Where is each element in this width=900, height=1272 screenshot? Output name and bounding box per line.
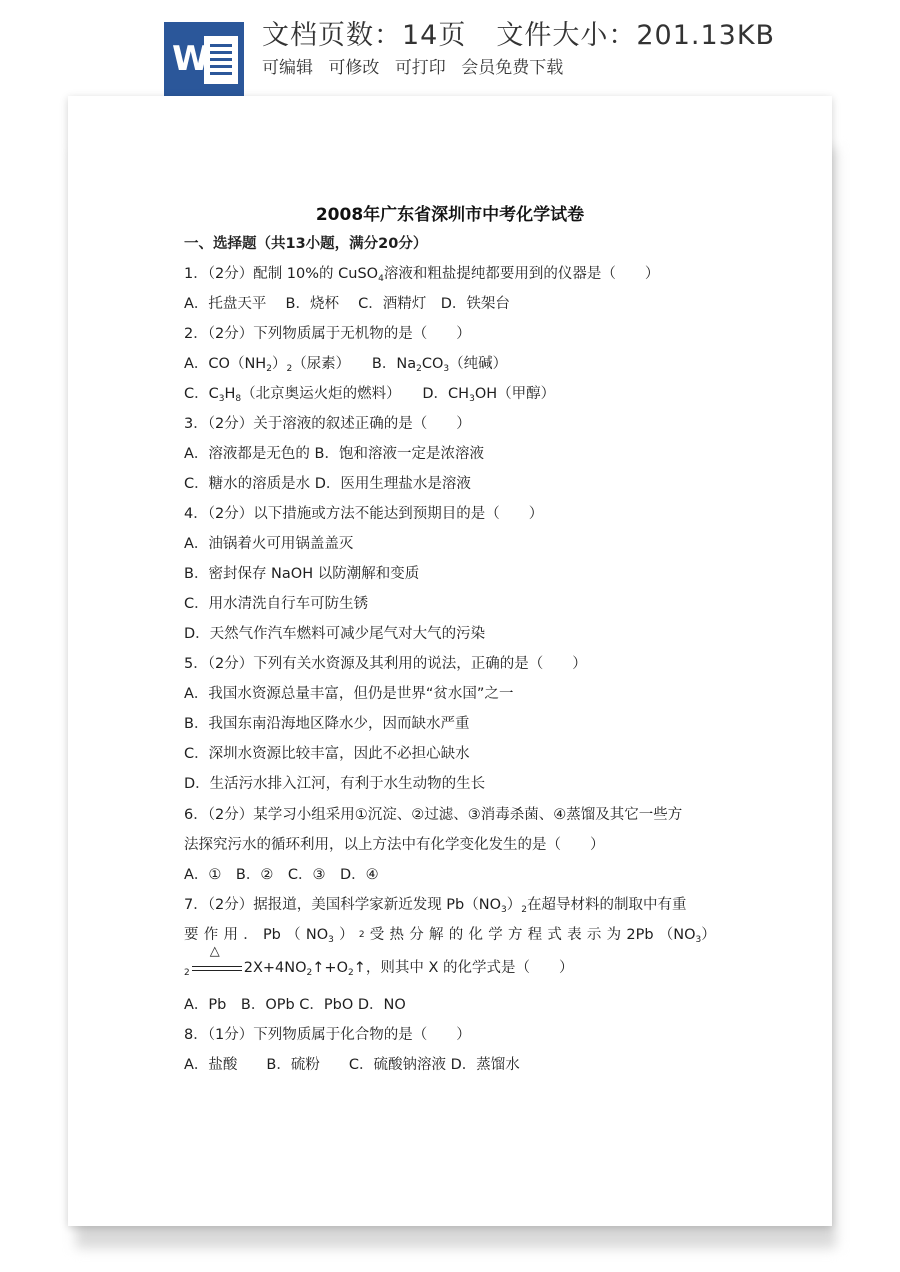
- question-1: 1．（2分）配制 10%的 CuSO$_4$溶液和粗盐提纯都要用到的仪器是（ ）: [184, 266, 660, 284]
- question-6-line-2: 法探究污水的循环利用，以上方法中有化学变化发生的是（ ）: [184, 837, 605, 853]
- question-4: 4．（2分）以下措施或方法不能达到预期目的是（ ）: [184, 506, 544, 522]
- question-5-option-c: C．深圳水资源比较丰富，因此不必担心缺水: [184, 746, 470, 762]
- question-4-option-a: A．油锅着火可用锅盖盖灭: [184, 536, 354, 552]
- question-3-options-ab: A．溶液都是无色的 B．饱和溶液一定是浓溶液: [184, 446, 484, 462]
- question-8-options: A．盐酸 B．硫粉 C．硫酸钠溶液 D．蒸馏水: [184, 1057, 520, 1073]
- question-5: 5．（2分）下列有关水资源及其利用的说法，正确的是（ ）: [184, 656, 587, 672]
- question-2: 2．（2分）下列物质属于无机物的是（ ）: [184, 326, 471, 342]
- file-size: 文件大小：201.13KB: [496, 20, 776, 51]
- question-2-options-cd: C．$C_3H_8$（北京奥运火炬的燃料） D．$CH_3OH$（甲醇）: [184, 386, 556, 404]
- question-2-options-ab: A．$CO(NH_2)_2$（尿素） B．$Na_2CO_3$（纯碱）: [184, 356, 508, 374]
- word-document-icon: [164, 22, 244, 96]
- heat-arrow: [190, 944, 244, 978]
- question-5-option-d: D．生活污水排入江河，有利于水生动物的生长: [184, 776, 486, 792]
- question-6-options: A．① B．② C．③ D．④: [184, 867, 379, 883]
- feature-printable: 可打印: [394, 58, 446, 78]
- question-5-option-b: B．我国东南沿海地区降水少，因而缺水严重: [184, 716, 470, 732]
- question-6-line-1: 6．（2分）某学习小组采用①沉淀、②过滤、③消毒杀菌、④蒸馏及其它一些方: [184, 807, 683, 823]
- question-8: 8．（1分）下列物质属于化合物的是（ ）: [184, 1027, 471, 1043]
- question-4-option-c: C．用水清洗自行车可防生锈: [184, 596, 369, 612]
- question-7-line-1: 7．（2分）据报道，美国科学家新近发现 $Pb(NO_3)_2$在超导材料的制取中有重: [184, 897, 687, 915]
- feature-modifiable: 可修改: [328, 58, 380, 78]
- question-7-line-2: 要 作 用 ． Pb （ $NO_3$ ） 2 受 热 分 解 的 化 学 方 程 式 表 示 为 2Pb $(NO_3)$: [184, 927, 716, 945]
- feature-editable: 可编辑: [262, 58, 313, 78]
- heat-symbol: △: [209, 944, 220, 959]
- exam-title: 2008年广东省深圳市中考化学试卷: [315, 205, 585, 225]
- word-letter: W: [172, 39, 210, 79]
- page-count: 文档页数：14页: [262, 20, 467, 51]
- feature-list: [262, 56, 573, 80]
- question-7-options: A．Pb B．OPb C．PbO D．NO: [184, 997, 406, 1013]
- question-5-option-a: A．我国水资源总量丰富，但仍是世界“贫水国”之一: [184, 686, 514, 702]
- question-3: 3．（2分）关于溶液的叙述正确的是（ ）: [184, 416, 471, 432]
- question-4-option-b: B．密封保存 NaOH 以防潮解和变质: [184, 566, 420, 582]
- download-banner: [0, 0, 900, 96]
- question-1-options: A．托盘天平 B．烧杯 C．酒精灯 D．铁架台: [184, 296, 510, 312]
- question-7-line-3: $_2$ △ $2X+4NO_2↑+O_2↑$，则其中 X 的化学式是（ ）: [184, 944, 574, 978]
- feature-free-download: 会员免费下载: [461, 58, 564, 78]
- question-4-option-d: D．天然气作汽车燃料可减少尾气对大气的污染: [184, 626, 486, 642]
- section-heading: 一、选择题（共13小题，满分20分）: [184, 236, 428, 252]
- file-info: [262, 18, 775, 54]
- question-3-options-cd: C．糖水的溶质是水 D．医用生理盐水是溶液: [184, 476, 471, 492]
